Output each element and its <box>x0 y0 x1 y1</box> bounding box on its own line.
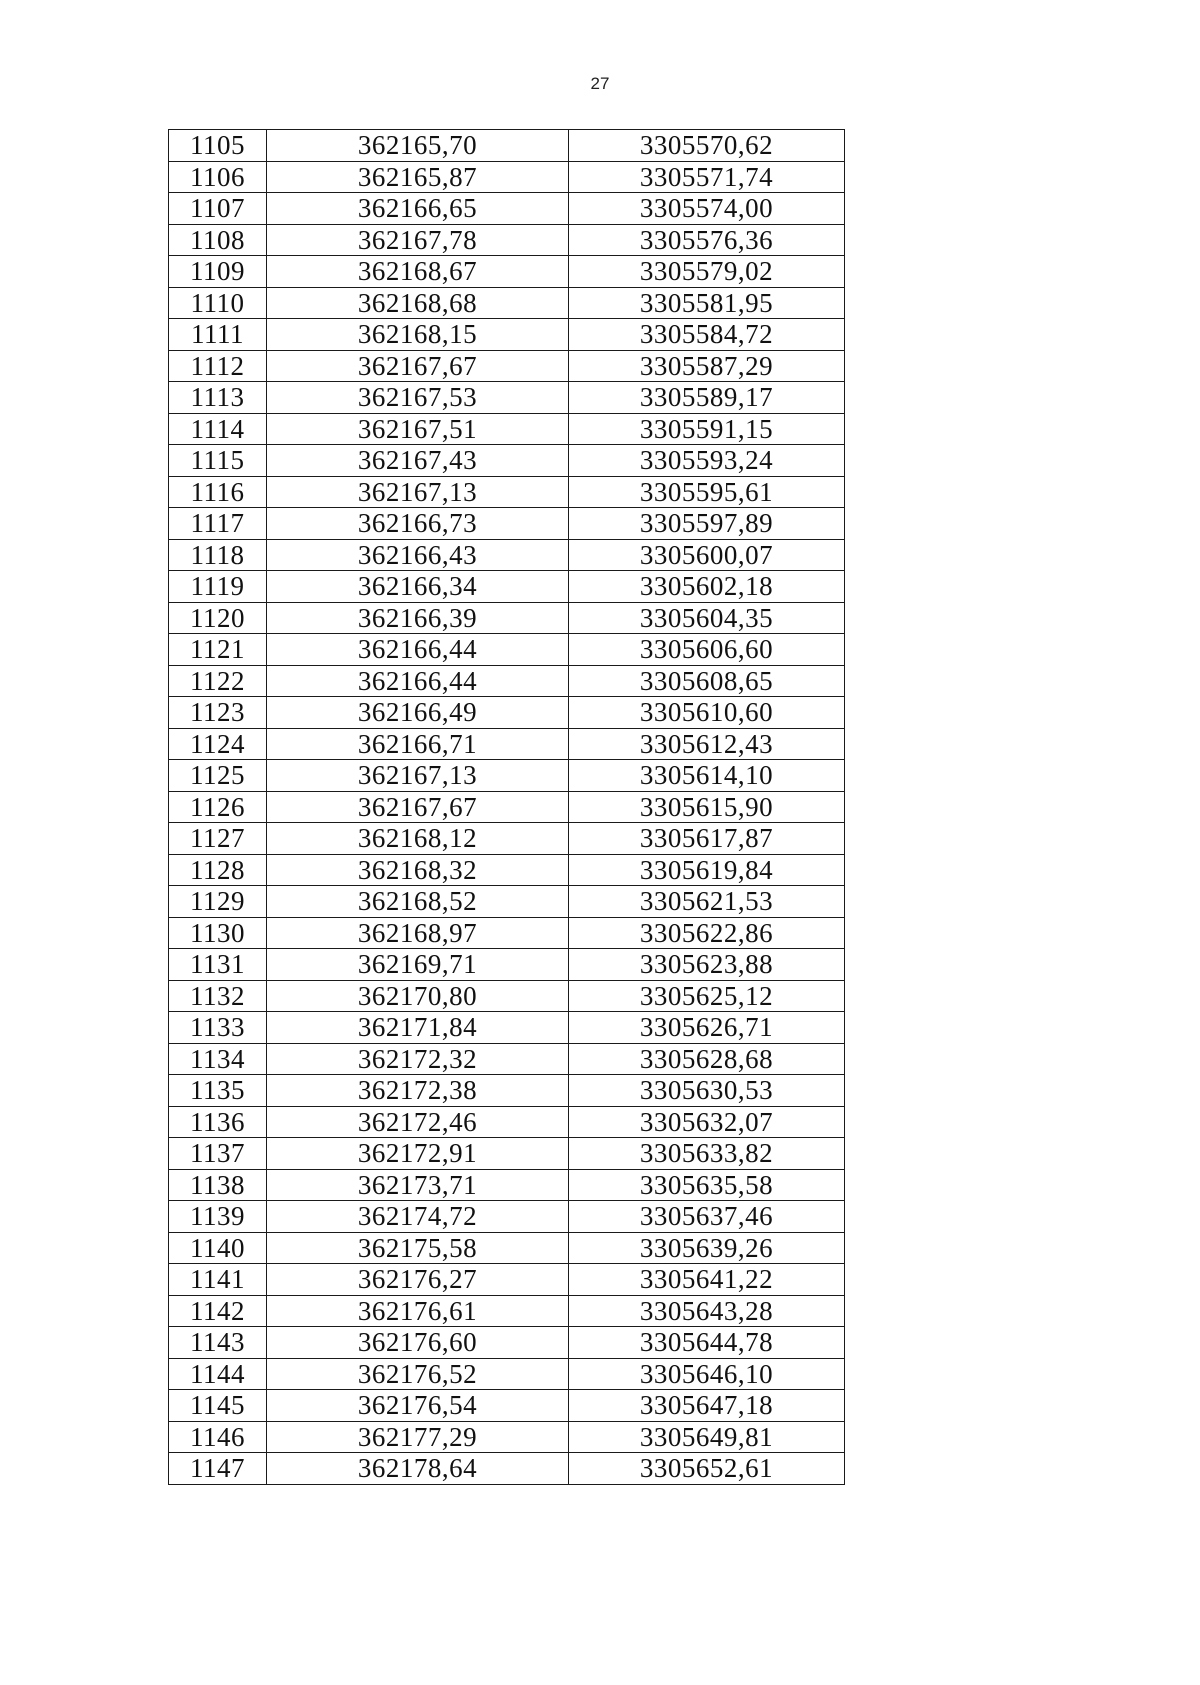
table-row <box>169 949 845 981</box>
y-coordinate-cell: 3305602,18 <box>569 571 845 603</box>
table-row <box>169 823 845 855</box>
x-coordinate-cell: 362177,29 <box>267 1421 569 1453</box>
table-row <box>169 1327 845 1359</box>
x-coordinate-cell: 362167,67 <box>267 350 569 382</box>
y-coordinate-cell: 3305593,24 <box>569 445 845 477</box>
x-coordinate-cell: 362176,52 <box>267 1358 569 1390</box>
x-coordinate-cell: 362172,46 <box>267 1106 569 1138</box>
point-number-cell: 1107 <box>169 193 267 225</box>
point-number-cell: 1146 <box>169 1421 267 1453</box>
y-coordinate-cell: 3305637,46 <box>569 1201 845 1233</box>
table-row <box>169 256 845 288</box>
point-number-cell: 1132 <box>169 980 267 1012</box>
table-row <box>169 1453 845 1485</box>
x-coordinate-cell: 362169,71 <box>267 949 569 981</box>
x-coordinate-cell: 362168,15 <box>267 319 569 351</box>
y-coordinate-cell: 3305623,88 <box>569 949 845 981</box>
x-coordinate-cell: 362167,43 <box>267 445 569 477</box>
point-number-cell: 1141 <box>169 1264 267 1296</box>
y-coordinate-cell: 3305646,10 <box>569 1358 845 1390</box>
x-coordinate-cell: 362173,71 <box>267 1169 569 1201</box>
table-row <box>169 224 845 256</box>
point-number-cell: 1144 <box>169 1358 267 1390</box>
x-coordinate-cell: 362167,13 <box>267 476 569 508</box>
x-coordinate-cell: 362168,97 <box>267 917 569 949</box>
coordinates-table <box>168 129 845 1485</box>
x-coordinate-cell: 362176,60 <box>267 1327 569 1359</box>
point-number-cell: 1140 <box>169 1232 267 1264</box>
table-row <box>169 1043 845 1075</box>
point-number-cell: 1122 <box>169 665 267 697</box>
point-number-cell: 1123 <box>169 697 267 729</box>
point-number-cell: 1106 <box>169 161 267 193</box>
table-row <box>169 1421 845 1453</box>
x-coordinate-cell: 362167,13 <box>267 760 569 792</box>
x-coordinate-cell: 362168,32 <box>267 854 569 886</box>
table-row <box>169 571 845 603</box>
point-number-cell: 1121 <box>169 634 267 666</box>
table-row <box>169 193 845 225</box>
x-coordinate-cell: 362165,70 <box>267 130 569 162</box>
y-coordinate-cell: 3305610,60 <box>569 697 845 729</box>
y-coordinate-cell: 3305632,07 <box>569 1106 845 1138</box>
point-number-cell: 1138 <box>169 1169 267 1201</box>
table-row <box>169 697 845 729</box>
y-coordinate-cell: 3305630,53 <box>569 1075 845 1107</box>
y-coordinate-cell: 3305641,22 <box>569 1264 845 1296</box>
y-coordinate-cell: 3305579,02 <box>569 256 845 288</box>
point-number-cell: 1143 <box>169 1327 267 1359</box>
point-number-cell: 1127 <box>169 823 267 855</box>
x-coordinate-cell: 362166,65 <box>267 193 569 225</box>
table-row <box>169 130 845 162</box>
table-row <box>169 1106 845 1138</box>
point-number-cell: 1105 <box>169 130 267 162</box>
x-coordinate-cell: 362167,53 <box>267 382 569 414</box>
x-coordinate-cell: 362178,64 <box>267 1453 569 1485</box>
point-number-cell: 1133 <box>169 1012 267 1044</box>
x-coordinate-cell: 362166,73 <box>267 508 569 540</box>
point-number-cell: 1114 <box>169 413 267 445</box>
y-coordinate-cell: 3305633,82 <box>569 1138 845 1170</box>
point-number-cell: 1115 <box>169 445 267 477</box>
table-row <box>169 1201 845 1233</box>
point-number-cell: 1129 <box>169 886 267 918</box>
x-coordinate-cell: 362166,71 <box>267 728 569 760</box>
y-coordinate-cell: 3305643,28 <box>569 1295 845 1327</box>
point-number-cell: 1128 <box>169 854 267 886</box>
x-coordinate-cell: 362176,54 <box>267 1390 569 1422</box>
point-number-cell: 1137 <box>169 1138 267 1170</box>
y-coordinate-cell: 3305600,07 <box>569 539 845 571</box>
point-number-cell: 1147 <box>169 1453 267 1485</box>
x-coordinate-cell: 362176,27 <box>267 1264 569 1296</box>
table-row <box>169 602 845 634</box>
point-number-cell: 1136 <box>169 1106 267 1138</box>
y-coordinate-cell: 3305617,87 <box>569 823 845 855</box>
y-coordinate-cell: 3305639,26 <box>569 1232 845 1264</box>
x-coordinate-cell: 362168,52 <box>267 886 569 918</box>
x-coordinate-cell: 362166,43 <box>267 539 569 571</box>
y-coordinate-cell: 3305576,36 <box>569 224 845 256</box>
y-coordinate-cell: 3305604,35 <box>569 602 845 634</box>
point-number-cell: 1111 <box>169 319 267 351</box>
point-number-cell: 1120 <box>169 602 267 634</box>
point-number-cell: 1112 <box>169 350 267 382</box>
table-row <box>169 319 845 351</box>
y-coordinate-cell: 3305635,58 <box>569 1169 845 1201</box>
table-row <box>169 350 845 382</box>
y-coordinate-cell: 3305589,17 <box>569 382 845 414</box>
table-row <box>169 634 845 666</box>
x-coordinate-cell: 362176,61 <box>267 1295 569 1327</box>
y-coordinate-cell: 3305621,53 <box>569 886 845 918</box>
x-coordinate-cell: 362167,78 <box>267 224 569 256</box>
x-coordinate-cell: 362166,44 <box>267 634 569 666</box>
table-row <box>169 161 845 193</box>
point-number-cell: 1110 <box>169 287 267 319</box>
coordinates-table-body <box>169 130 845 1485</box>
x-coordinate-cell: 362170,80 <box>267 980 569 1012</box>
point-number-cell: 1142 <box>169 1295 267 1327</box>
point-number-cell: 1113 <box>169 382 267 414</box>
table-row <box>169 1358 845 1390</box>
y-coordinate-cell: 3305615,90 <box>569 791 845 823</box>
table-row <box>169 508 845 540</box>
table-row <box>169 382 845 414</box>
point-number-cell: 1118 <box>169 539 267 571</box>
table-row <box>169 1295 845 1327</box>
x-coordinate-cell: 362172,38 <box>267 1075 569 1107</box>
table-row <box>169 1390 845 1422</box>
table-row <box>169 1232 845 1264</box>
y-coordinate-cell: 3305591,15 <box>569 413 845 445</box>
y-coordinate-cell: 3305628,68 <box>569 1043 845 1075</box>
y-coordinate-cell: 3305587,29 <box>569 350 845 382</box>
y-coordinate-cell: 3305625,12 <box>569 980 845 1012</box>
point-number-cell: 1131 <box>169 949 267 981</box>
y-coordinate-cell: 3305608,65 <box>569 665 845 697</box>
table-row <box>169 539 845 571</box>
x-coordinate-cell: 362166,34 <box>267 571 569 603</box>
y-coordinate-cell: 3305581,95 <box>569 287 845 319</box>
point-number-cell: 1108 <box>169 224 267 256</box>
table-row <box>169 917 845 949</box>
point-number-cell: 1126 <box>169 791 267 823</box>
table-row <box>169 854 845 886</box>
y-coordinate-cell: 3305622,86 <box>569 917 845 949</box>
y-coordinate-cell: 3305649,81 <box>569 1421 845 1453</box>
table-row <box>169 413 845 445</box>
x-coordinate-cell: 362172,32 <box>267 1043 569 1075</box>
table-row <box>169 1075 845 1107</box>
y-coordinate-cell: 3305595,61 <box>569 476 845 508</box>
y-coordinate-cell: 3305570,62 <box>569 130 845 162</box>
x-coordinate-cell: 362175,58 <box>267 1232 569 1264</box>
y-coordinate-cell: 3305619,84 <box>569 854 845 886</box>
table-row <box>169 287 845 319</box>
x-coordinate-cell: 362172,91 <box>267 1138 569 1170</box>
table-row <box>169 1012 845 1044</box>
x-coordinate-cell: 362167,67 <box>267 791 569 823</box>
y-coordinate-cell: 3305644,78 <box>569 1327 845 1359</box>
y-coordinate-cell: 3305614,10 <box>569 760 845 792</box>
x-coordinate-cell: 362168,67 <box>267 256 569 288</box>
table-row <box>169 760 845 792</box>
point-number-cell: 1125 <box>169 760 267 792</box>
y-coordinate-cell: 3305606,60 <box>569 634 845 666</box>
y-coordinate-cell: 3305647,18 <box>569 1390 845 1422</box>
x-coordinate-cell: 362166,39 <box>267 602 569 634</box>
table-row <box>169 665 845 697</box>
point-number-cell: 1124 <box>169 728 267 760</box>
table-row <box>169 791 845 823</box>
point-number-cell: 1117 <box>169 508 267 540</box>
x-coordinate-cell: 362168,68 <box>267 287 569 319</box>
table-row <box>169 728 845 760</box>
x-coordinate-cell: 362174,72 <box>267 1201 569 1233</box>
x-coordinate-cell: 362165,87 <box>267 161 569 193</box>
table-row <box>169 1138 845 1170</box>
x-coordinate-cell: 362167,51 <box>267 413 569 445</box>
point-number-cell: 1119 <box>169 571 267 603</box>
table-row <box>169 1264 845 1296</box>
table-row <box>169 1169 845 1201</box>
y-coordinate-cell: 3305626,71 <box>569 1012 845 1044</box>
y-coordinate-cell: 3305652,61 <box>569 1453 845 1485</box>
point-number-cell: 1135 <box>169 1075 267 1107</box>
table-row <box>169 980 845 1012</box>
y-coordinate-cell: 3305571,74 <box>569 161 845 193</box>
x-coordinate-cell: 362166,44 <box>267 665 569 697</box>
point-number-cell: 1139 <box>169 1201 267 1233</box>
point-number-cell: 1145 <box>169 1390 267 1422</box>
table-row <box>169 445 845 477</box>
table-row <box>169 476 845 508</box>
y-coordinate-cell: 3305584,72 <box>569 319 845 351</box>
point-number-cell: 1116 <box>169 476 267 508</box>
point-number-cell: 1134 <box>169 1043 267 1075</box>
y-coordinate-cell: 3305612,43 <box>569 728 845 760</box>
page-number: 27 <box>590 74 610 93</box>
table-row <box>169 886 845 918</box>
point-number-cell: 1109 <box>169 256 267 288</box>
y-coordinate-cell: 3305574,00 <box>569 193 845 225</box>
y-coordinate-cell: 3305597,89 <box>569 508 845 540</box>
x-coordinate-cell: 362171,84 <box>267 1012 569 1044</box>
point-number-cell: 1130 <box>169 917 267 949</box>
x-coordinate-cell: 362166,49 <box>267 697 569 729</box>
x-coordinate-cell: 362168,12 <box>267 823 569 855</box>
